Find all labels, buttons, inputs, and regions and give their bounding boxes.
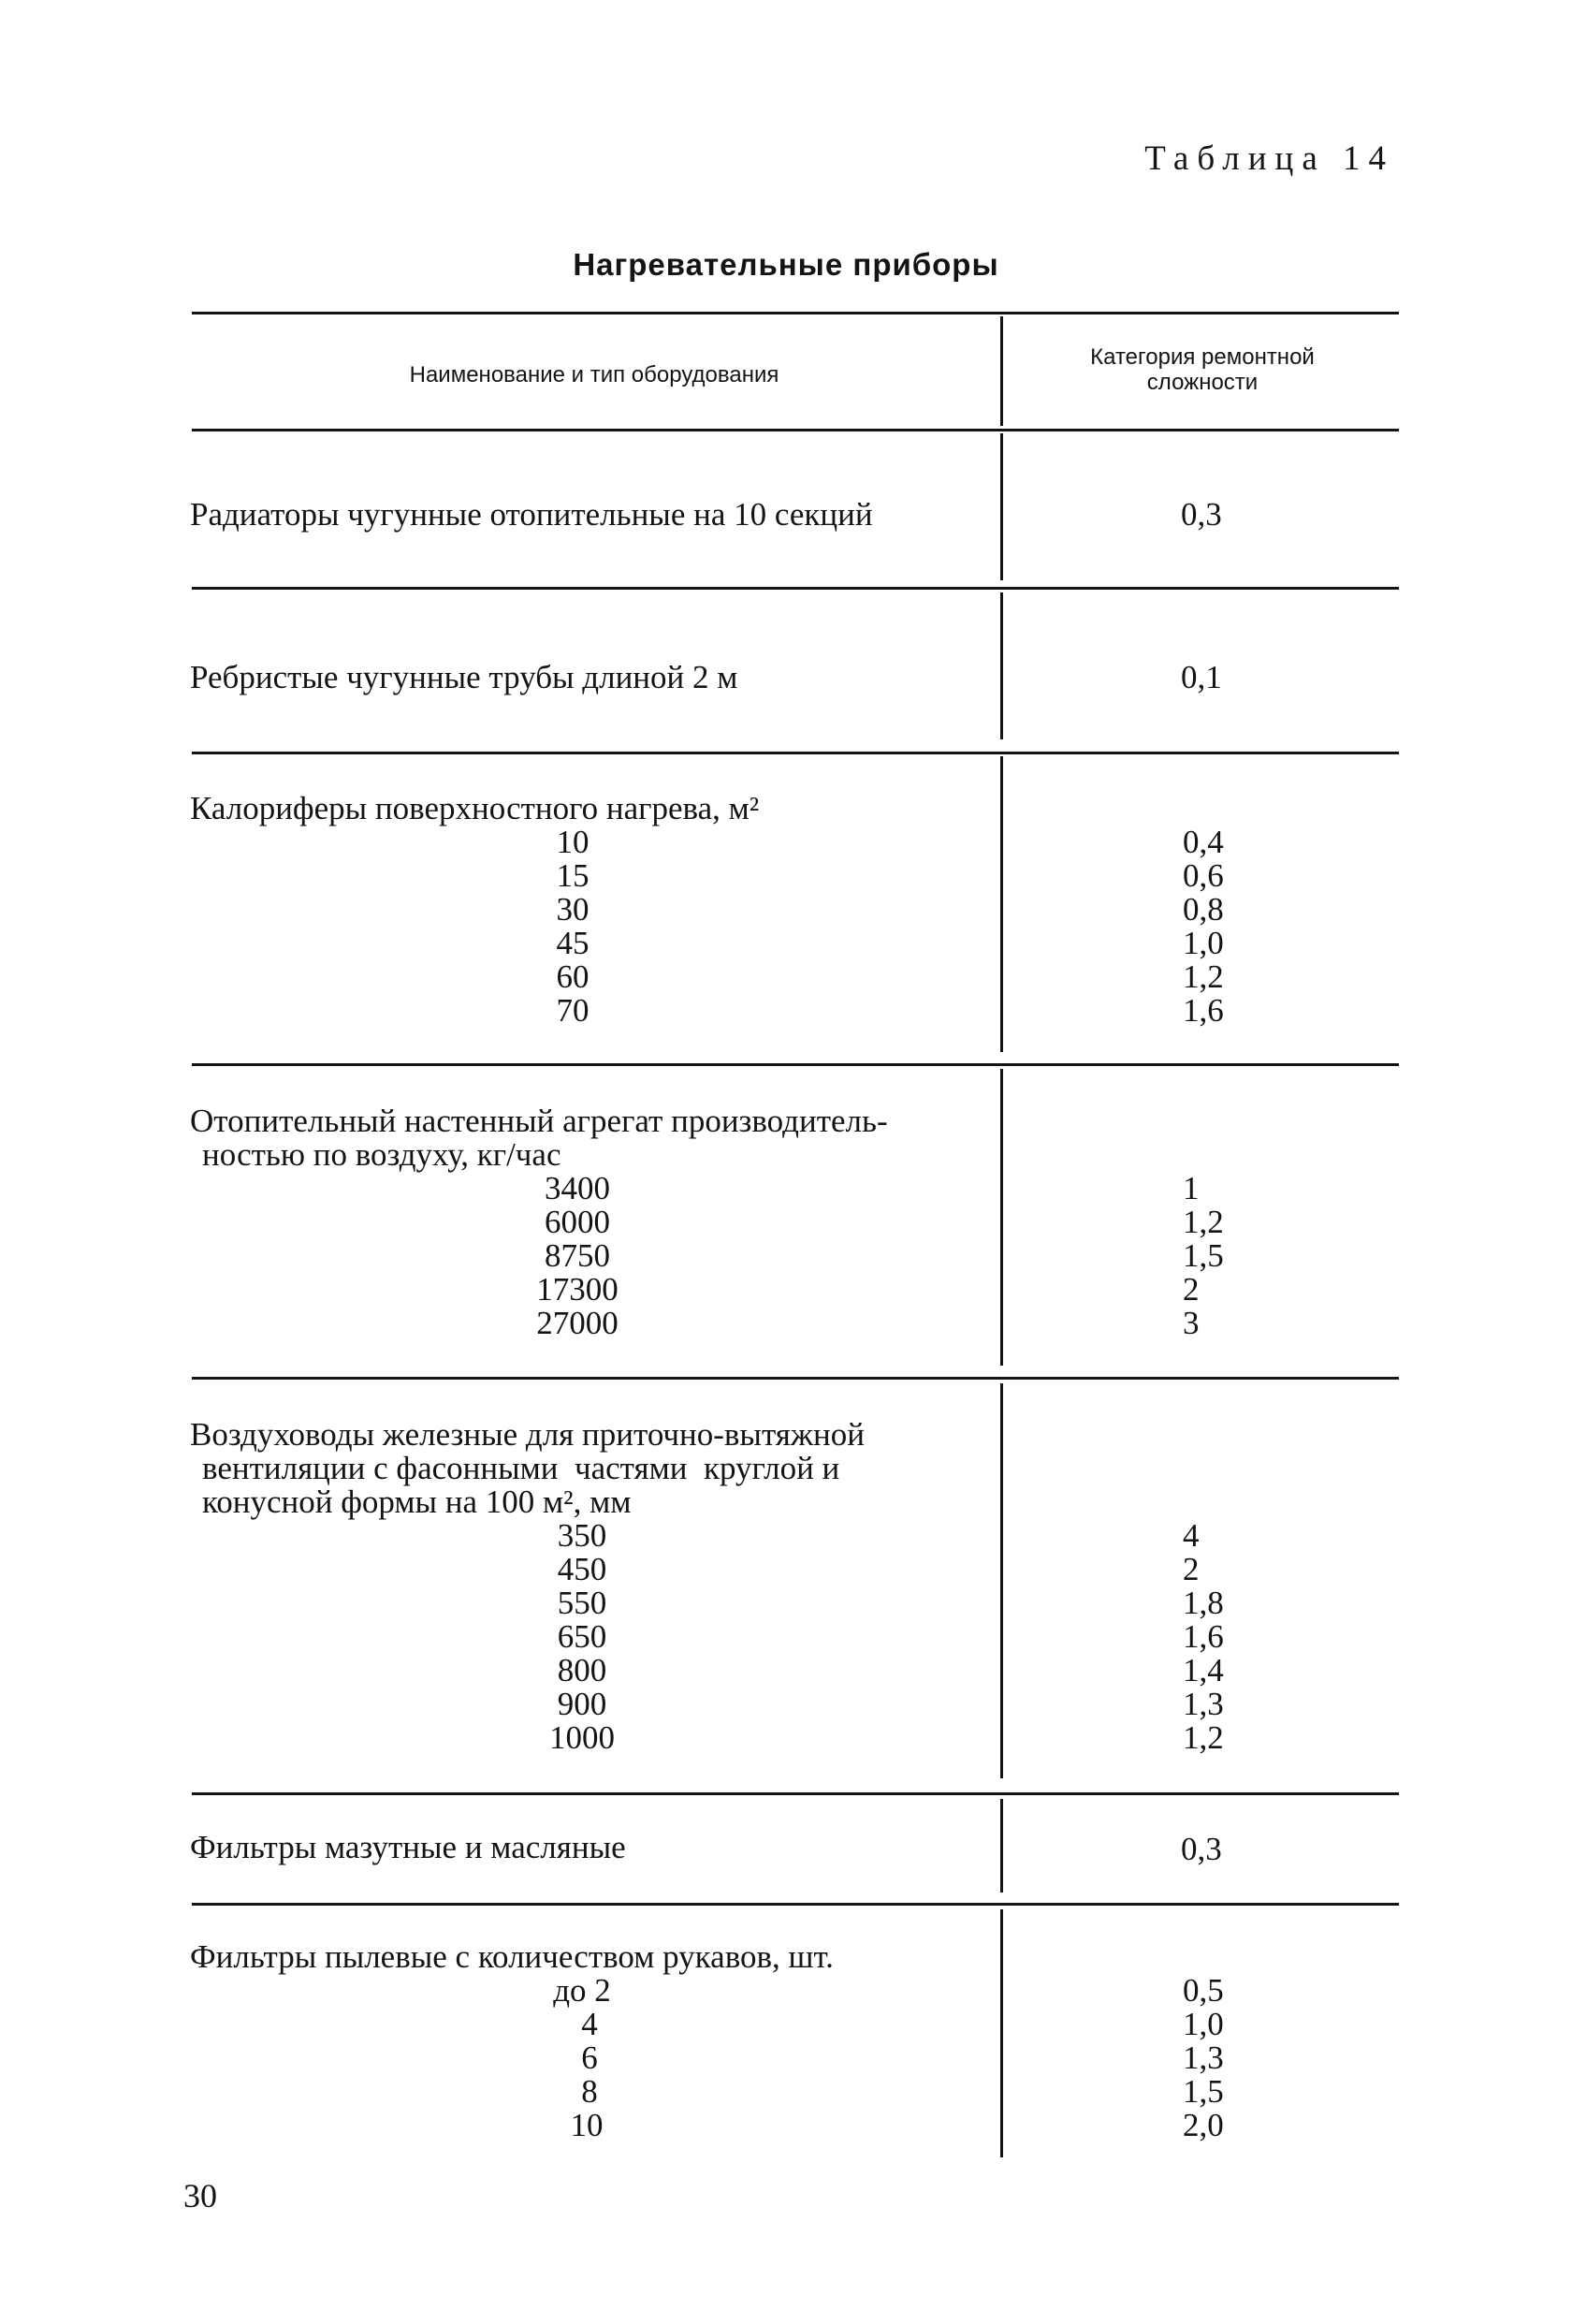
category-value: 2 (1183, 1271, 1200, 1308)
row-name-air-ducts-cont: вентиляции с фасонными частями круглой и (202, 1450, 840, 1486)
category-value: 0,3 (1181, 496, 1222, 533)
row-rule (192, 1792, 1399, 1795)
row-rule (192, 752, 1399, 754)
category-value: 1 (1183, 1170, 1200, 1206)
category-value: 1,6 (1183, 992, 1224, 1029)
param-value: 27000 (536, 1305, 619, 1341)
category-value: 2 (1183, 1551, 1200, 1587)
param-value: 650 (557, 1618, 607, 1655)
row-name-air-ducts: Воздуховоды железные для приточно-вытяжной (190, 1416, 866, 1453)
row-name-air-ducts-cont: конусной формы на 100 м², мм (202, 1484, 632, 1520)
param-value: 60 (556, 958, 590, 995)
category-value: 4 (1183, 1517, 1200, 1554)
row-name-wall-unit-cont: ностью по воздуху, кг/час (202, 1136, 561, 1173)
param-value: 8750 (545, 1237, 610, 1274)
row-name-heaters: Калориферы поверхностного нагрева, м² (190, 790, 760, 826)
header-category-line-2: сложности (1146, 370, 1259, 395)
category-value: 1,5 (1183, 2073, 1224, 2110)
page-number: 30 (183, 2177, 217, 2214)
category-value: 1,2 (1183, 1719, 1224, 1756)
param-value: 45 (556, 925, 590, 961)
column-divider (1000, 1909, 1003, 2157)
row-name-radiators: Радиаторы чугунные отопительные на 10 секций (190, 496, 873, 533)
category-value: 1,0 (1183, 2006, 1224, 2042)
row-rule (192, 1903, 1399, 1906)
param-value: 70 (556, 992, 590, 1029)
param-value: 3400 (545, 1170, 610, 1206)
param-value: 30 (556, 891, 590, 928)
column-divider (1000, 1069, 1003, 1366)
header-category-line-1: Категория ремонтной (1090, 344, 1315, 370)
row-rule (192, 587, 1399, 590)
param-value: 10 (570, 2107, 604, 2143)
row-name-finned-pipes: Ребристые чугунные трубы длиной 2 м (190, 659, 738, 695)
header-category-column (1006, 344, 1399, 395)
category-value: 1,5 (1183, 1237, 1224, 1274)
param-value: 6000 (545, 1204, 610, 1240)
category-value: 2,0 (1183, 2107, 1224, 2143)
category-value: 1,0 (1183, 925, 1224, 961)
param-value: 550 (557, 1585, 607, 1621)
param-value: 10 (556, 824, 590, 860)
category-value: 0,3 (1181, 1831, 1222, 1867)
table-title: Нагревательные приборы (573, 247, 999, 282)
category-value: 1,4 (1183, 1652, 1224, 1688)
param-value: 450 (557, 1551, 607, 1587)
column-divider (1000, 756, 1003, 1052)
category-value: 0,4 (1183, 824, 1224, 860)
column-divider (1000, 316, 1003, 426)
table-top-rule (192, 312, 1399, 314)
table-label: Таблица 14 (1144, 139, 1394, 178)
category-value: 1,6 (1183, 1618, 1224, 1655)
category-value: 3 (1183, 1305, 1200, 1341)
category-value: 1,8 (1183, 1585, 1224, 1621)
category-value: 0,1 (1181, 659, 1222, 695)
param-value: 15 (556, 857, 590, 894)
category-value: 1,2 (1183, 958, 1224, 995)
param-value: 800 (557, 1652, 607, 1688)
category-value: 1,2 (1183, 1204, 1224, 1240)
param-value: 17300 (536, 1271, 619, 1308)
param-value: 6 (581, 2039, 598, 2076)
row-name-dust-filters: Фильтры пылевые с количеством рукавов, шт. (190, 1938, 834, 1975)
param-value: 1000 (549, 1719, 615, 1756)
column-divider (1000, 433, 1003, 580)
row-name-wall-unit: Отопительный настенный агрегат производитель- (190, 1103, 888, 1139)
category-value: 1,3 (1183, 1686, 1224, 1722)
row-rule (192, 1063, 1399, 1066)
category-value: 0,8 (1183, 891, 1224, 928)
column-divider (1000, 1383, 1003, 1778)
param-value: 8 (581, 2073, 598, 2110)
param-value: 900 (557, 1686, 607, 1722)
row-name-oil-filters: Фильтры мазутные и масляные (190, 1829, 626, 1865)
row-rule (192, 1377, 1399, 1380)
param-value: 350 (557, 1517, 607, 1554)
column-divider (1000, 1799, 1003, 1893)
category-value: 1,3 (1183, 2039, 1224, 2076)
column-divider (1000, 592, 1003, 739)
header-name-column: Наименование и тип оборудования (409, 362, 779, 387)
param-value: 4 (581, 2006, 598, 2042)
category-value: 0,6 (1183, 857, 1224, 894)
header-bottom-rule (192, 429, 1399, 431)
category-value: 0,5 (1183, 1972, 1224, 2009)
param-value: до 2 (553, 1972, 611, 2009)
